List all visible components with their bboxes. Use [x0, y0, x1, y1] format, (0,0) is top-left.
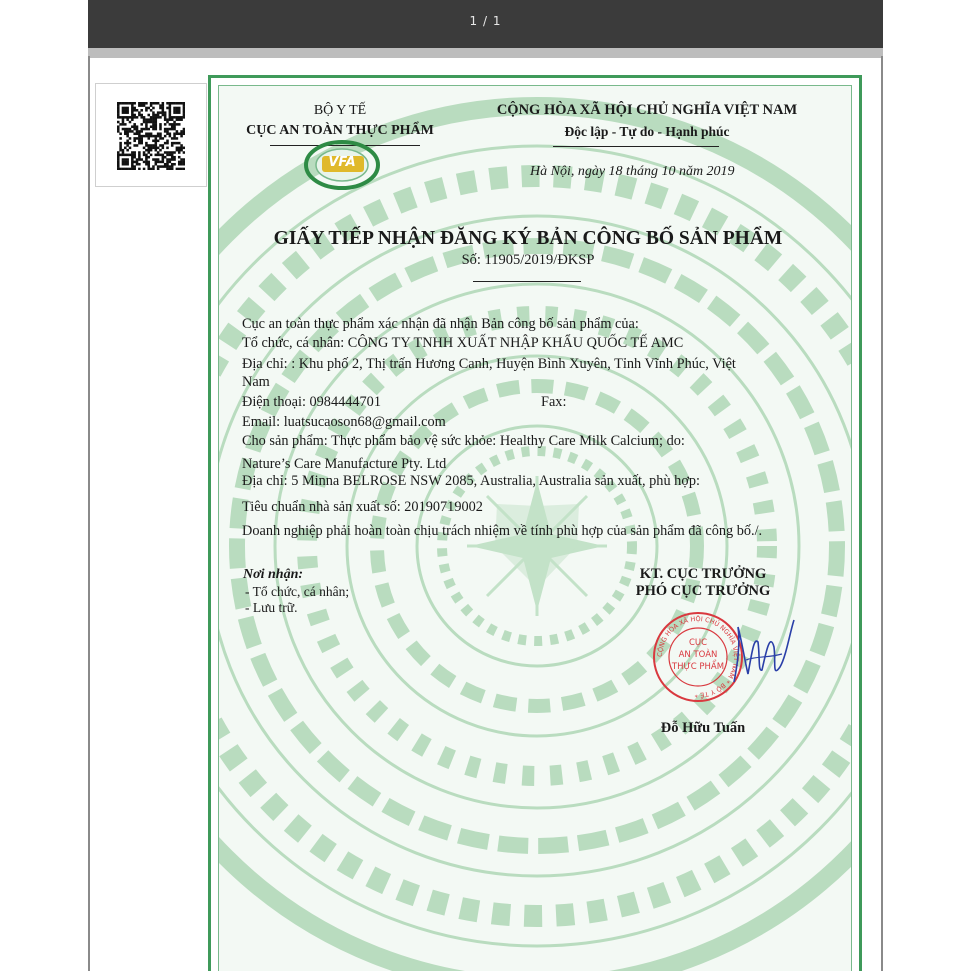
address-line-1: Địa chỉ: : Khu phố 2, Thị trấn Hương Canh, Huyện Bình Xuyên, Tỉnh Vĩnh Phúc, Việt	[242, 356, 736, 372]
phone-line: Điện thoại: 0984444701	[242, 394, 381, 410]
fax-line: Fax:	[541, 394, 567, 410]
handwritten-signature	[728, 612, 800, 692]
recipient-item: - Lưu trữ.	[245, 600, 298, 615]
page-indicator: 1 / 1	[469, 14, 502, 28]
logo-text: VFA	[328, 155, 356, 170]
title-underline	[473, 281, 581, 282]
agency-name: CỤC AN TOÀN THỰC PHẨM	[246, 123, 434, 138]
document-title: GIẤY TIẾP NHẬN ĐĂNG KÝ BẢN CÔNG BỐ SẢN PHẨM	[273, 228, 783, 249]
recipients-label: Nơi nhận:	[243, 567, 304, 582]
email-line: Email: luatsucaoson68@gmail.com	[242, 414, 446, 430]
qr-code-icon	[117, 102, 185, 170]
recipient-item: - Tổ chức, cá nhân;	[245, 584, 350, 599]
stamp-ring-text: CỘNG HÒA XÃ HỘI CHỦ NGHĨA VIỆT NAM * BỘ Y TẾ *	[655, 614, 741, 700]
signature-title-2: PHÓ CỤC TRƯỞNG	[635, 583, 771, 599]
motto-underline	[553, 146, 719, 147]
product-line-2: Nature’s Care Manufacture Pty. Ltd	[242, 456, 447, 472]
responsibility-line: Doanh nghiệp phải hoàn toàn chịu trách nhiệm về tính phù hợp của sản phẩm đã công bố./.	[242, 523, 763, 539]
standard-line: Tiêu chuẩn nhà sản xuất số: 20190719002	[242, 499, 483, 515]
viewer-toolbar	[88, 0, 883, 48]
vfa-logo	[302, 139, 382, 191]
stamp-text: THỰC PHẨM	[671, 662, 725, 672]
address-line-2: Nam	[242, 374, 270, 390]
document-number: Số: 11905/2019/ĐKSP	[461, 252, 595, 268]
ministry-name: BỘ Y TẾ	[313, 103, 367, 118]
issue-date: Hà Nội, ngày 18 tháng 10 năm 2019	[530, 164, 735, 179]
qr-code[interactable]	[95, 83, 207, 187]
stamp-text: CỤC	[688, 638, 708, 648]
stamp-text: AN TOÀN	[678, 650, 718, 660]
product-line-1: Cho sản phẩm: Thực phẩm bảo vệ sức khỏe: Healthy Care Milk Calcium; do:	[242, 433, 685, 449]
organization-line: Tổ chức, cá nhân: CÔNG TY TNHH XUẤT NHẬP KHẨU QUỐC TẾ AMC	[242, 335, 684, 351]
viewer-toolbar-shadow	[88, 48, 883, 58]
page-right-edge	[881, 56, 883, 971]
nation-motto: Độc lập - Tự do - Hạnh phúc	[564, 124, 730, 139]
intro-text: Cục an toàn thực phẩm xác nhận đã nhận Bản công bố sản phẩm của:	[242, 316, 639, 332]
nation-name: CỘNG HÒA XÃ HỘI CHỦ NGHĨA VIỆT NAM	[496, 102, 798, 118]
signer-name: Đỗ Hữu Tuấn	[660, 720, 746, 736]
signature-title-1: KT. CỤC TRƯỞNG	[639, 566, 767, 582]
page-left-edge	[88, 56, 90, 971]
manufacturer-address: Địa chỉ: 5 Minna BELROSE NSW 2085, Australia, Australia sản xuất, phù hợp:	[242, 473, 701, 489]
